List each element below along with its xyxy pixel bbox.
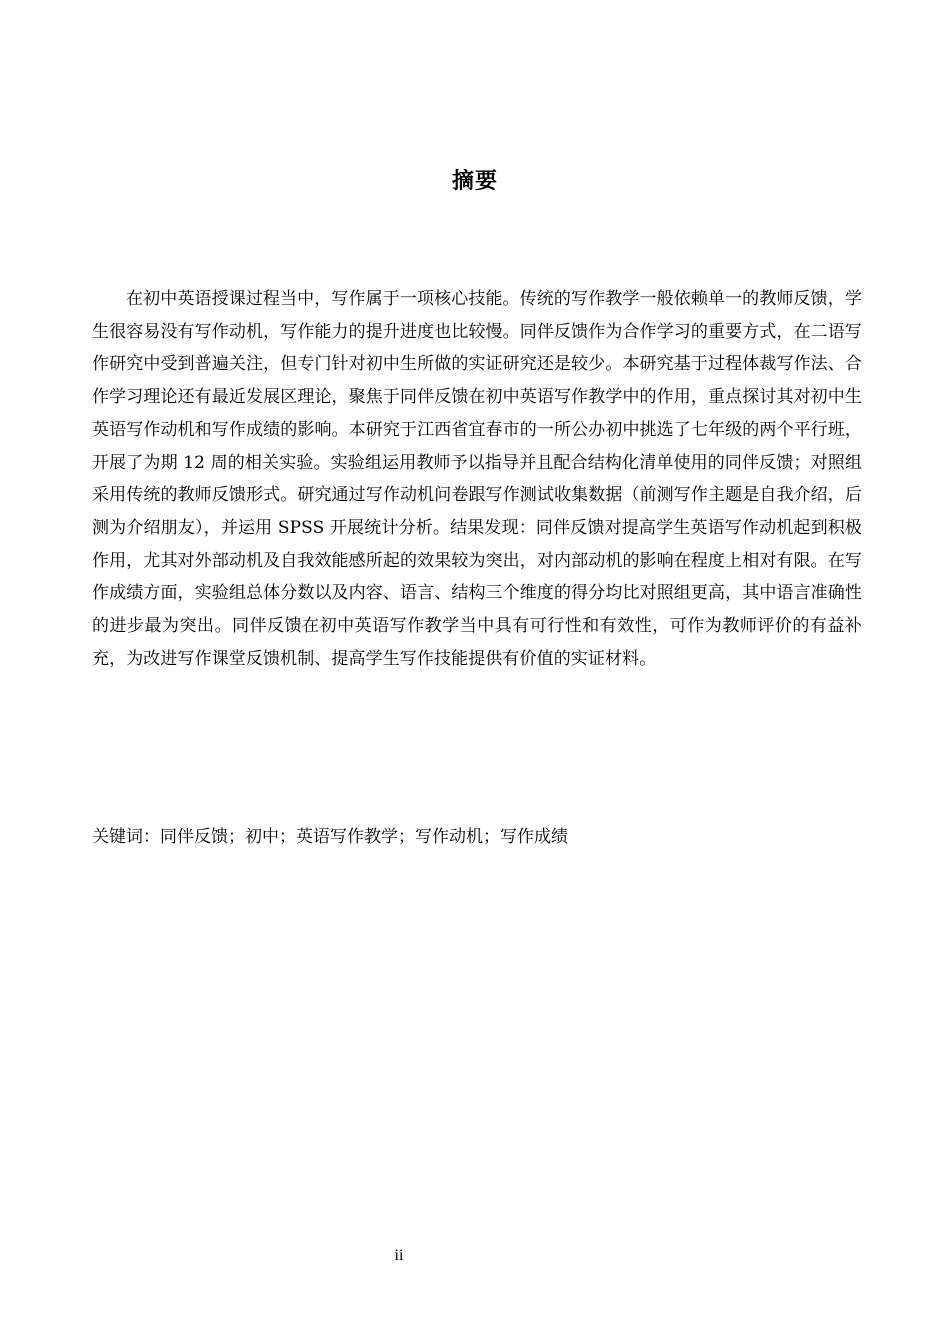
abstract-body: 在初中英语授课过程当中，写作属于一项核心技能。传统的写作教学一般依赖单一的教师反馈，学生很容易没有写作动机，写作能力的提升进度也比较慢。同伴反馈作为合作学习的重要方式，在二语写作研究中受到普遍关注，但专门针对初中生所做的实证研究还是较少。本研究基于过程体裁写作法、合作学习理论还有最近发展区理论，聚焦于同伴反馈在初中英语写作教学中的作用，重点探讨其对初中生英语写作动机和写作成绩的影响。本研究于江西省宜春市的一所公办初中挑选了七年级的两个平行班，开展了为期 12 周的相关实验。实验组运用教师予以指导并且配合结构化清单使用的同伴反馈；对照组采用传统的教师反馈形式。研究通过写作动机问卷跟写作测试收集数据（前测写作主题是自我介绍，后测为介绍朋友），并运用 SPSS 开展统计分析。结果发现：同伴反馈对提高学生英语写作动机起到积极作用，尤其对外部动机及自我效能感所起的效果较为突出，对内部动机的影响在程度上相对有限。在写作成绩方面，实验组总体分数以及内容、语言、结构三个维度的得分均比对照组更高，其中语言准确性的进步最为突出。同伴反馈在初中英语写作教学当中具有可行性和有效性，可作为教师评价的有益补充，为改进写作课堂反馈机制、提高学生写作技能提供有价值的实证材料。: [92, 289, 862, 669]
abstract-title: 摘要: [451, 169, 498, 194]
keywords-line: 关键词：同伴反馈；初中；英语写作教学；写作动机；写作成绩: [92, 827, 568, 847]
page-number: ii: [394, 1247, 404, 1264]
